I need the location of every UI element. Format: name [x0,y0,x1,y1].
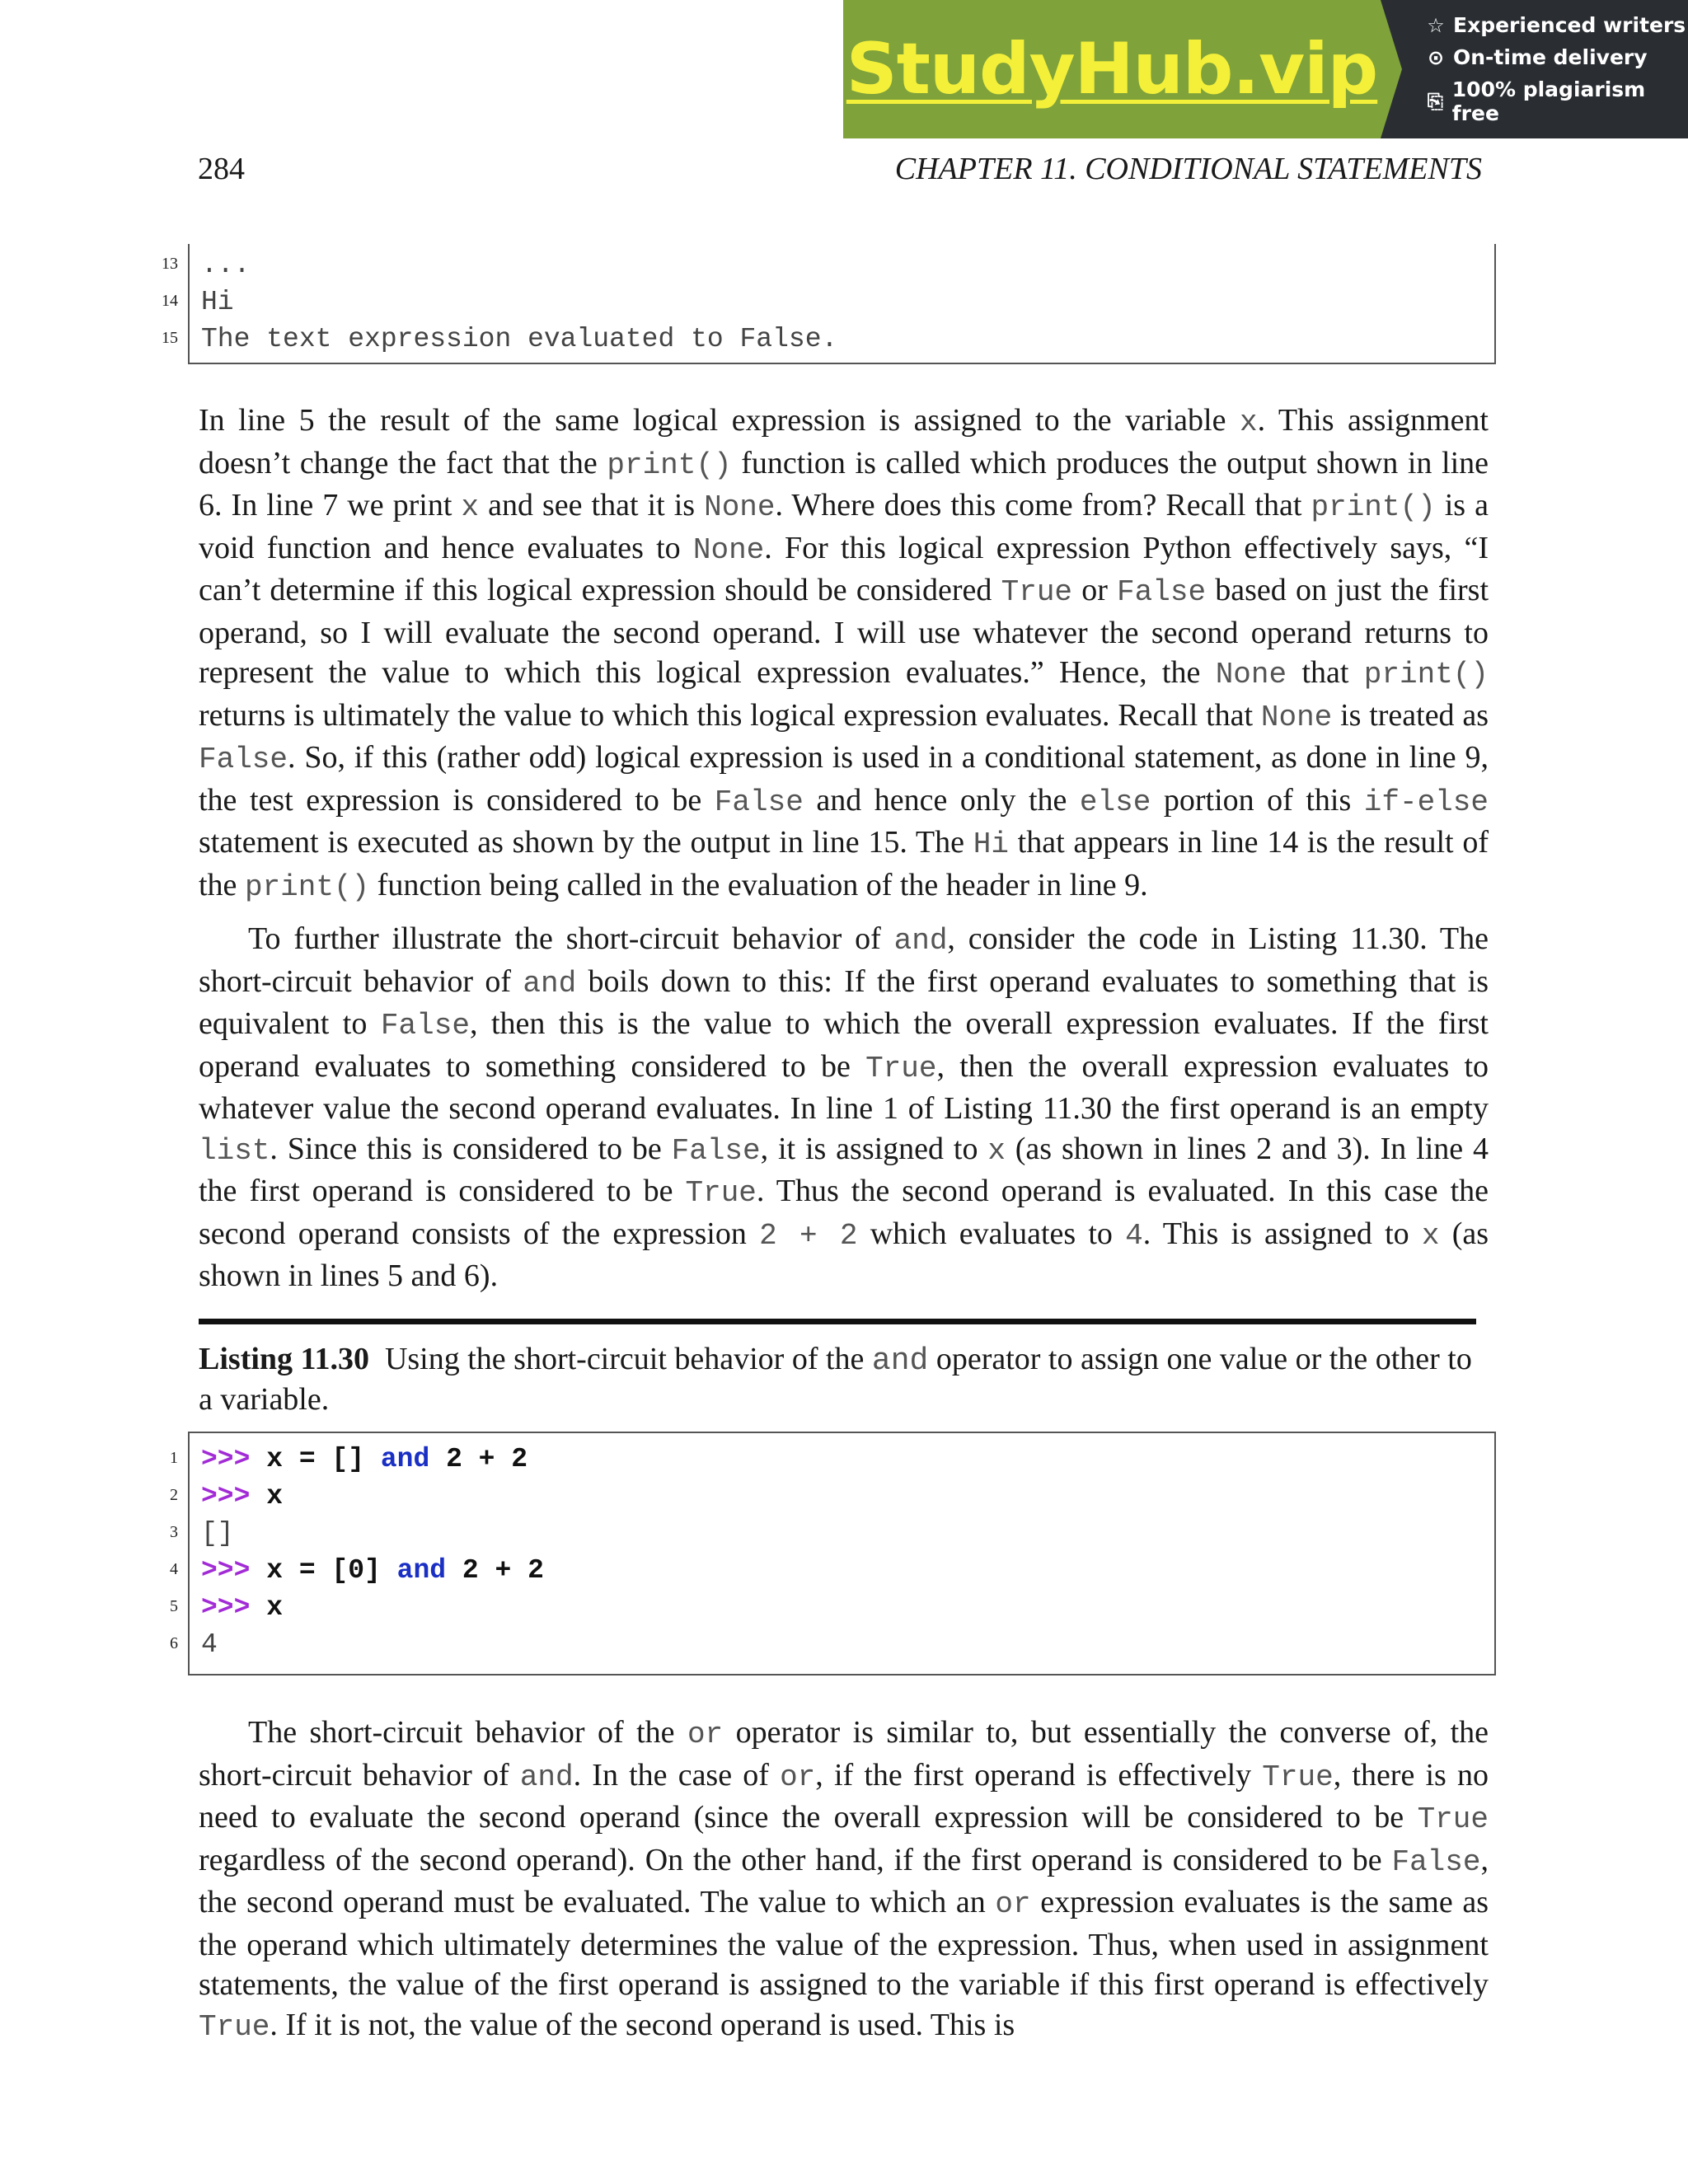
code-line: 2 >>> x [170,1481,284,1511]
code-listing-continued [162,244,1496,364]
feature-ontime: ⊙ On-time delivery [1425,45,1688,69]
code-line: 14 Hi [162,287,234,317]
code-line: 13 ... [162,250,251,280]
feature-experienced: ☆ Experienced writers [1425,13,1688,37]
code-line: 4 >>> x = [0] and 2 + 2 [170,1555,544,1586]
paragraph-3: The short-circuit behavior of the or operator is similar to, but essentially the converse of, the short-circuit behavior of and. In the case of or, if the first operand is effectively True, there is no need to evaluate the second operand (since the overall expression will be considered to be True regardless of the second operand). On the other hand, if the first operand is considered to be False, the second operand must be evaluated. The value to which an or expression evaluates is the same as the operand which ultimately determines the value of the expression. Thus, when used in assignment statements, the value of the first operand is assigned to the variable if this first operand is effectively True. If it is not, the value of the second operand is used. This is [199,1715,1489,2044]
paragraph-2: To further illustrate the short-circuit behavior of and, consider the code in Listing 11.30. The short-circuit behavior of and boils down to this: If the first operand evaluates to something that is equivalent to False, then this is the value to which the overall expression evaluates. If the first operand evaluates to something considered to be True, then the overall expression evaluates to whatever value the second operand evaluates. In line 1 of Listing 11.30 the first operand is an empty list. Since this is considered to be False, it is assigned to x (as shown in lines 2 and 3). In line 4 the first operand is considered to be True. Thus the second operand is evaluated. In this case the second operand consists of the expression 2 + 2 which evaluates to 4. This is assigned to x (as shown in lines 5 and 6). [199,921,1489,1293]
running-head: CHAPTER 11. CONDITIONAL STATEMENTS [894,152,1482,186]
clock-icon: ⊙ [1427,45,1445,69]
code-line: 5 >>> x [170,1592,284,1623]
star-icon: ☆ [1427,13,1445,37]
studyhub-banner[interactable] [843,0,1688,138]
studyhub-logo[interactable]: StudyHub.vip [843,0,1381,138]
banner-features [1402,0,1688,138]
code-line: 6 4 [170,1629,218,1660]
listing-caption: Listing 11.30 Using the short-circuit behavior of the and operator to assign one value or the other to a variable. [199,1342,1472,1417]
code-line: 3 [] [170,1518,234,1549]
copy-icon: ⎘ [1427,90,1443,113]
code-line: 1 >>> x = [] and 2 + 2 [170,1444,528,1474]
paragraph-1: In line 5 the result of the same logical expression is assigned to the variable x. This assignment doesn’t change the fact that the print() function is called which produces the output shown in line 6. In line 7 we print x and see that it is None. Where does this come from? Recall that print() is a void function and hence evaluates to None. For this logical expression Python effectively says, “I can’t determine if this logical expression should be considered True or False based on just the first operand, so I will evaluate the second operand. I will use whatever the second operand returns to represent the value to which this logical expression evaluates.” Hence, the None that print() returns is ultimately the value to which this logical expression evaluates. Recall that None is treated as False. So, if this (rather odd) logical expression is used in a conditional statement, as done in line 9, the test expression is considered to be False and hence only the else portion of this if-else statement is executed as shown by the output in line 15. The Hi that appears in line 14 is the result of the print() function being called in the evaluation of the header in line 9. [199,403,1489,904]
listing-rule [199,1319,1476,1324]
code-line: 15 The text expression evaluated to False. [162,324,838,354]
page-number: 284 [198,152,245,186]
feature-plagiarism: ⎘ 100% plagiarism free [1425,77,1688,125]
code-listing-11-30 [170,1432,1496,1675]
banner-divider [1381,0,1402,138]
